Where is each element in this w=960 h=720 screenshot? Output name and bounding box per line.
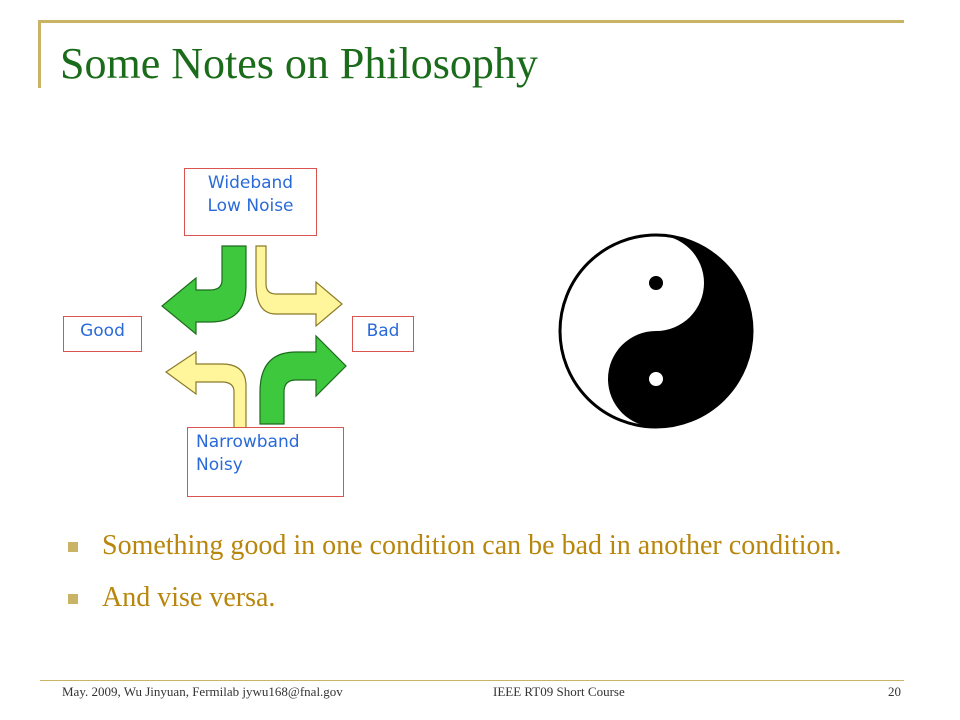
bullet-text: And vise versa.	[102, 582, 276, 613]
bullet-text: Something good in one condition can be bad in another condition.	[102, 530, 842, 561]
bullet-item	[66, 582, 866, 614]
footer-author: May. 2009, Wu Jinyuan, Fermilab jywu168@fnal.gov	[62, 684, 343, 699]
box-narrowband-line-1: Narrowband	[196, 432, 300, 452]
bullet-square-icon	[68, 542, 78, 552]
arrow-wideband-to-bad	[256, 246, 342, 326]
slide-title: Some Notes on Philosophy	[60, 39, 538, 88]
bullet-item	[66, 530, 866, 562]
box-bad: Bad	[352, 316, 414, 352]
footer-rule	[40, 680, 904, 681]
arrow-narrowband-to-bad	[260, 336, 346, 424]
box-wideband-low-noise	[184, 168, 317, 236]
box-good: Good	[63, 316, 142, 352]
arrow-wideband-to-good	[162, 246, 246, 334]
bullet-list	[66, 530, 866, 614]
yin-yang-icon	[560, 235, 752, 427]
footer-page-number: 20	[888, 684, 901, 699]
box-wideband-line-2: Low Noise	[207, 196, 294, 216]
bullet-square-icon	[68, 594, 78, 604]
box-wideband-line-1: Wideband	[207, 173, 294, 193]
box-narrowband-line-2: Noisy	[196, 455, 243, 475]
footer-course: IEEE RT09 Short Course	[493, 684, 625, 699]
box-narrowband-noisy	[187, 427, 344, 497]
arrow-narrowband-to-good	[166, 352, 246, 428]
